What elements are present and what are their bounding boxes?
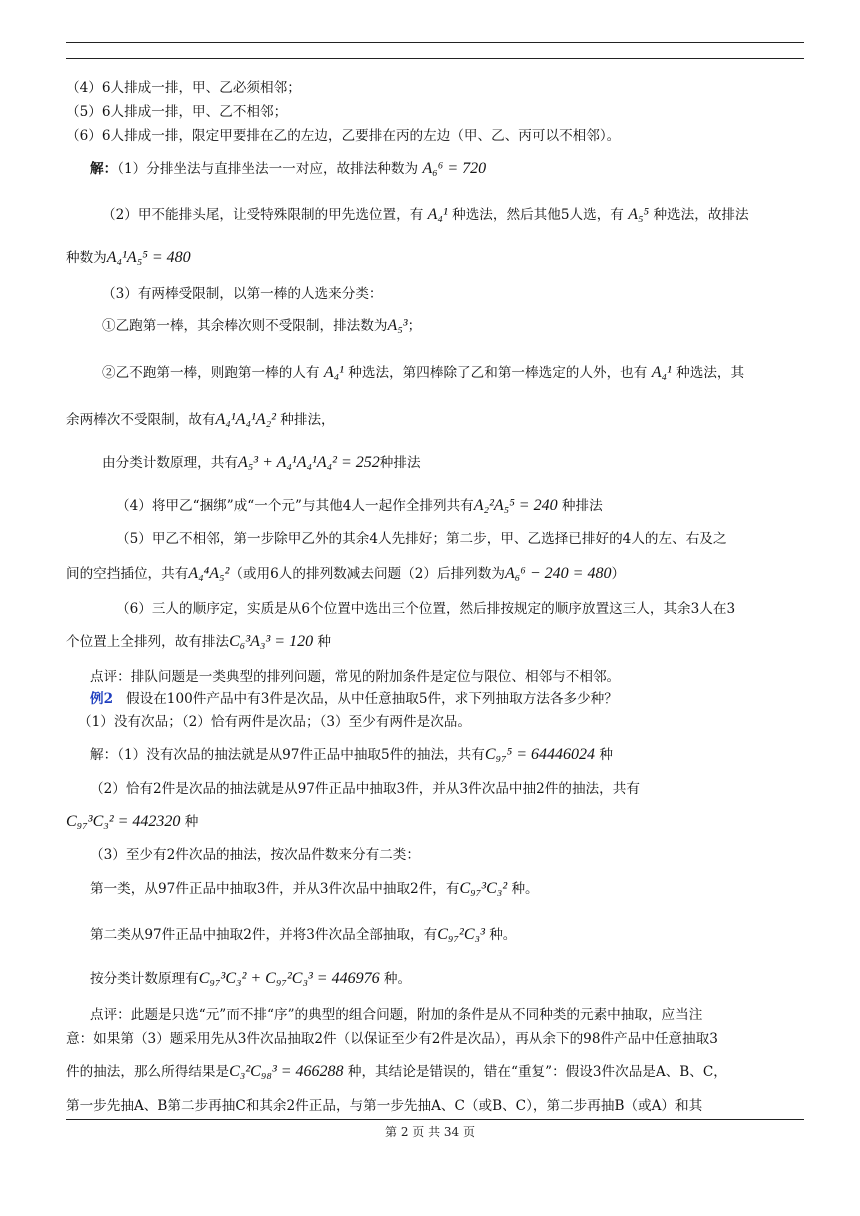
example-2-solution-3-header: （3）至少有2件次品的抽法，按次品件数来分有二类： (90, 847, 420, 863)
formula: C₉₇³C₃² = 442320 (66, 813, 181, 830)
solution-3-case2-line1: ②乙不跑第一棒，则跑第一棒的人有 A₄¹ 种选法，第四棒除了乙和第一棒选定的人外，也有 A₄¹ 种选法，其 (102, 364, 745, 381)
formula: C₉₇³C₃² (459, 880, 508, 897)
example-2-solution-3-total: 按分类计数原理有C₉₇³C₃² + C₉₇²C₃³ = 446976 种。 (90, 970, 412, 987)
formula: C₆³A₃³ = 120 (229, 633, 314, 650)
example-2-solution-2-line1: （2）恰有2件是次品的抽法就是从97件正品中抽取3件，并从3件次品中抽2件的抽法，共有 (90, 781, 640, 797)
solution-6-line1: （6）三人的顺序定，实质是从6个位置中选出三个位置，然后排按规定的顺序放置这三人，其余3人在3 (116, 601, 736, 617)
formula: C₉₇³C₃² + C₉₇²C₃³ = 446976 (198, 970, 380, 987)
comment-2-line4: 第一步先抽A、B第二步再抽C和其余2件正品，与第一步先抽A、C（或B、C），第二步再抽B（或A）和其 (66, 1098, 703, 1114)
problem-6: （6）6人排成一排，限定甲要排在乙的左边，乙要排在丙的左边（甲、乙、丙可以不相邻）。 (66, 128, 621, 144)
formula: A₄¹A₄¹A₂² (215, 411, 276, 428)
solution-3-header: （3）有两棒受限制，以第一棒的人选来分类： (102, 286, 383, 302)
solution-3-total: 由分类计数原理，共有A₅³ + A₄¹A₄¹A₄² = 252种排法 (102, 454, 421, 471)
formula: C₉₇⁵ = 64446024 (484, 746, 595, 763)
solution-2-line2: 种数为A₄¹A₅⁵ = 480 (66, 249, 191, 266)
problem-4: （4）6人排成一排，甲、乙必须相邻； (66, 80, 301, 96)
solution-5-line1: （5）甲乙不相邻，第一步除甲乙外的其余4人先排好；第二步，甲、乙选择已排好的4人的左、右及之 (116, 531, 727, 547)
solution-1: 解：（1）分排坐法与直排坐法一一对应，故排法种数为 A₆⁶ = 720 (90, 160, 487, 177)
example-2-solution-1: 解：（1）没有次品的抽法就是从97件正品中抽取5件的抽法，共有C₉₇⁵ = 64446024 种 (90, 746, 613, 763)
comment-2-line2: 意：如果第（3）题采用先从3件次品抽取2件（以保证至少有2件是次品），再从余下的98件产品中任意抽取3 (66, 1031, 718, 1047)
formula: A₅³ + A₄¹A₄¹A₄² = 252 (237, 454, 380, 471)
comment-2-line1: 点评：此题是只选“元”而不排“序”的典型的组合问题，附加的条件是从不同种类的元素中抽取，应当注 (90, 1007, 703, 1023)
formula: A₄¹ (427, 206, 448, 223)
formula: A₅⁵ (628, 206, 650, 223)
solution-4: （4）将甲乙“捆绑”成“一个元”与其他4人一起作全排列共有A₂²A₅⁵ = 240 种排法 (116, 497, 603, 514)
solution-3-case1: ①乙跑第一棒，其余棒次则不受限制，排法数为A₅³； (102, 317, 422, 334)
formula: C₃²C₉₈³ = 466288 (229, 1063, 344, 1080)
solution-6-line2: 个位置上全排列，故有排法C₆³A₃³ = 120 种 (66, 633, 332, 650)
problem-5: （5）6人排成一排，甲、乙不相邻； (66, 104, 288, 120)
formula: A₆⁶ = 720 (422, 160, 487, 177)
formula: A₅³ (387, 317, 408, 334)
example-2-parts: （1）没有次品；（2）恰有两件是次品；（3）至少有两件是次品。 (78, 714, 471, 730)
header-rule-bottom (66, 58, 804, 59)
footer-rule (66, 1119, 804, 1120)
header-rule-top (66, 42, 804, 43)
solution-label: 解： (90, 161, 118, 177)
solution-2-line1: （2）甲不能排头尾，让受特殊限制的甲先选位置，有 A₄¹ 种选法，然后其他5人选，有 A₅⁵ 种选法，故排法 (102, 206, 749, 223)
example-label: 例2 (90, 691, 114, 707)
solution-3-case2-line2: 余两棒次不受限制，故有A₄¹A₄¹A₂² 种排法， (66, 411, 335, 428)
formula: A₂²A₅⁵ = 240 (473, 497, 558, 514)
page-footer: 第 2 页 共 34 页 (385, 1125, 475, 1139)
formula: A₄¹ (323, 364, 344, 381)
solution-5-line2: 间的空挡插位，共有A₄⁴A₅²（或用6人的排列数减去问题（2）后排列数为A₆⁶ − 240 = 480） (66, 565, 626, 582)
example-2-solution-3-case1: 第一类，从97件正品中抽取3件，并从3件次品中抽取2件，有C₉₇³C₃² 种。 (90, 880, 539, 897)
comment-2-line3: 件的抽法，那么所得结果是C₃²C₉₈³ = 466288 种，其结论是错误的，错在“重复”：假设3件次品是A、B、C， (66, 1063, 727, 1080)
comment-1: 点评：排队问题是一类典型的排列问题，常见的附加条件是定位与限位、相邻与不相邻。 (90, 669, 621, 685)
formula: A₄¹A₅⁵ = 480 (106, 249, 191, 266)
formula: A₄⁴A₅² (188, 565, 230, 582)
formula: A₄¹ (651, 364, 672, 381)
example-2-statement: 例2 假设在100件产品中有3件是次品，从中任意抽取5件，求下列抽取方法各多少种？ (90, 691, 618, 707)
formula: C₉₇²C₃³ (437, 926, 485, 943)
formula: A₆⁶ − 240 = 480 (504, 565, 612, 582)
example-2-solution-2-line2: C₉₇³C₃² = 442320 种 (66, 813, 199, 830)
example-2-solution-3-case2: 第二类从97件正品中抽取2件，并将3件次品全部抽取，有C₉₇²C₃³ 种。 (90, 926, 517, 943)
